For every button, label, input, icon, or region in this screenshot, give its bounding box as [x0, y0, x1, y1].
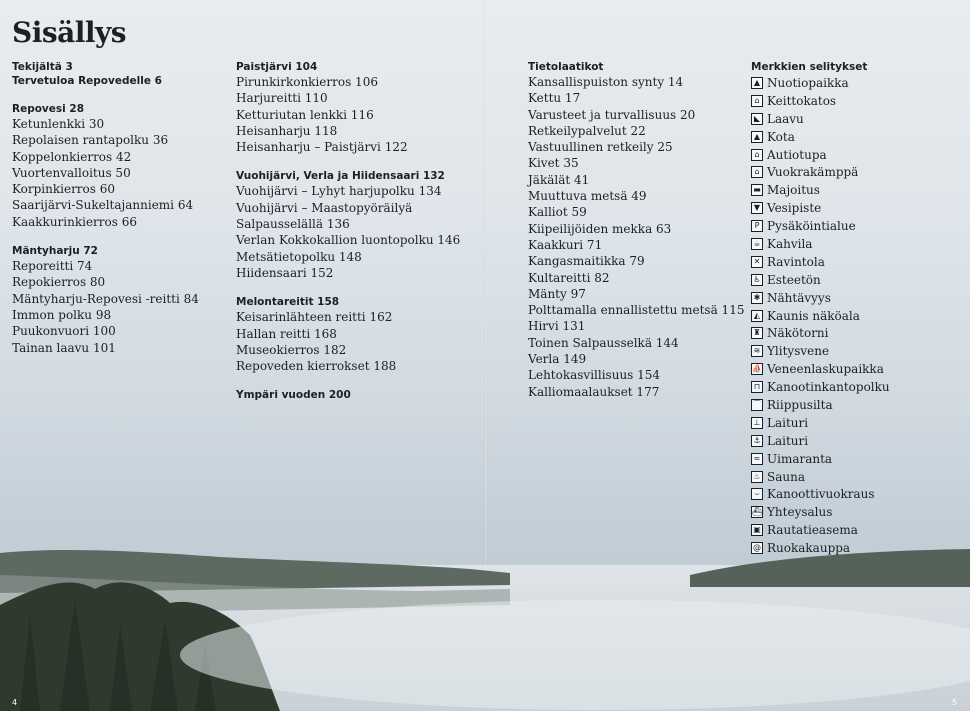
page-number-right: 5 [952, 698, 958, 707]
legend-label: Laavu [767, 111, 804, 126]
legend-item [751, 539, 890, 557]
toc-entry: Vuohijärvi – Lyhyt harjupolku 134 [236, 184, 442, 199]
toc-section-heading: Tervetuloa Repovedelle 6 [12, 75, 162, 87]
toc-entry: Heisanharju – Paistjärvi 122 [236, 140, 408, 155]
cooking-shelter-icon: ⌂ [751, 95, 763, 107]
legend-label: Ruokakauppa [767, 541, 851, 556]
toc-entry: Varusteet ja turvallisuus 20 [528, 107, 696, 122]
toc-entry: Mänty 97 [528, 286, 586, 301]
legend-item [751, 307, 890, 325]
legend-item [751, 432, 890, 450]
toc-entry: Repolaisen rantapolku 36 [12, 133, 169, 148]
legend-label: Rautatieasema [767, 523, 858, 538]
legend-item [751, 199, 890, 217]
legend-label: Nuotiopaikka [767, 75, 849, 90]
water-point-icon: ▼ [751, 202, 763, 214]
toc-section [236, 60, 460, 155]
page-number-left: 4 [12, 698, 18, 707]
viewpoint-icon: ◭ [751, 310, 763, 322]
toc-entry: Keisarinlähteen reitti 162 [236, 310, 393, 325]
legend-item [751, 503, 890, 521]
legend-item [751, 110, 890, 128]
legend-item [751, 396, 890, 414]
legend-label: Riippusilta [767, 397, 833, 412]
legend-label: Laituri [767, 415, 809, 430]
anchor-icon: ⚓ [751, 435, 763, 447]
toc-section-heading: Tietolaatikot [528, 61, 604, 73]
legend-label: Majoitus [767, 183, 820, 198]
open-hut-icon: ⌂ [751, 149, 763, 161]
toc-entry: Kultareitti 82 [528, 270, 610, 285]
legend-label: Keittokatos [767, 93, 837, 108]
legend-item [751, 342, 890, 360]
legend-label: Ylitysvene [767, 344, 830, 359]
toc-entry: Polttamalla ennallistettu metsä 115 [528, 303, 745, 318]
toc-entry: Ketturiutan lenkki 116 [236, 107, 374, 122]
toc-entry: Ketunlenkki 30 [12, 117, 105, 131]
toc-entry: Mäntyharju-Repovesi -reitti 84 [12, 291, 199, 306]
toc-entry: Salpausselällä 136 [236, 217, 350, 232]
toc-section-heading: Tekijältä 3 [12, 61, 73, 73]
legend-label: Pysäköintialue [767, 219, 856, 234]
sight-icon: ✱ [751, 292, 763, 304]
toc-entry: Hirvi 131 [528, 319, 586, 334]
legend-label: Vuokrakämppä [767, 165, 859, 180]
toc-section [236, 169, 460, 281]
legend-label: Laituri [767, 433, 809, 448]
pier-icon: ⊥ [751, 417, 763, 429]
toc-entry: Immon polku 98 [12, 307, 112, 322]
toc-entry: Vuortenvalloitus 50 [12, 165, 131, 180]
legend-item [751, 271, 890, 289]
toc-entry: Lehtokasvillisuus 154 [528, 368, 661, 383]
legend-item [751, 181, 890, 199]
legend-item [751, 163, 890, 181]
legend-label: Kahvila [767, 236, 813, 251]
parking-icon: P [751, 220, 763, 232]
legend-item [751, 92, 890, 110]
legend-label: Yhteysalus [767, 505, 833, 520]
toc-entry: Harjureitti 110 [236, 91, 328, 106]
toc-section [236, 388, 460, 402]
toc-entry: Verla 149 [528, 352, 587, 367]
legend-label: Sauna [767, 469, 805, 484]
legend-item [751, 146, 890, 164]
toc-entry: Hallan reitti 168 [236, 326, 337, 341]
restaurant-icon: ✕ [751, 256, 763, 268]
toc-column-3 [528, 60, 744, 414]
toc-entry: Kiipeilijöiden mekka 63 [528, 221, 672, 236]
toc-section [12, 244, 199, 356]
toc-section-heading: Paistjärvi 104 [236, 61, 318, 73]
train-station-icon: ▣ [751, 524, 763, 536]
legend-item [751, 235, 890, 253]
toc-entry: Jäkälät 41 [528, 172, 590, 187]
toc-section [528, 60, 744, 400]
toc-entry: Verlan Kokkokallion luontopolku 146 [236, 233, 461, 248]
legend-item [751, 414, 890, 432]
ferry-icon: ⛴ [751, 507, 763, 517]
toc-entry: Koppelonkierros 42 [12, 149, 132, 164]
legend-label: Kaunis näköala [767, 308, 860, 323]
toc-entry: Reporeitti 74 [12, 259, 93, 274]
canoe-portage-icon: ⊓ [751, 381, 763, 393]
legend-item [751, 253, 890, 271]
rental-hut-icon: ⌂ [751, 166, 763, 178]
toc-entry: Muuttuva metsä 49 [528, 189, 647, 204]
toc-entry: Kaakkuri 71 [528, 237, 603, 252]
lean-to-icon: ◣ [751, 113, 763, 125]
legend-label: Kanoottivuokraus [767, 487, 875, 502]
toc-entry: Retkeilypalvelut 22 [528, 123, 646, 138]
toc-column-1 [12, 60, 199, 370]
foggy-forest-landscape [0, 545, 970, 711]
legend-item [751, 485, 890, 503]
campfire-icon: ▲ [751, 77, 763, 89]
toc-entry: Metsätietopolku 148 [236, 249, 362, 264]
legend-label: Kota [767, 129, 795, 144]
toc-entry: Puukonvuori 100 [12, 324, 116, 339]
toc-section-heading: Repovesi 28 [12, 103, 85, 115]
toc-entry: Repokierros 80 [12, 275, 106, 290]
legend-item [751, 450, 890, 468]
legend-label: Esteetön [767, 272, 821, 287]
toc-entry: Kettu 17 [528, 91, 581, 106]
legend-label: Uimaranta [767, 451, 833, 466]
suspension-bridge-icon: ⌒ [753, 399, 761, 409]
sauna-icon: ♨ [751, 471, 763, 483]
legend-label: Vesipiste [767, 201, 822, 216]
legend [751, 60, 890, 557]
toc-entry: Kangasmaitikka 79 [528, 254, 645, 269]
legend-label: Veneenlaskupaikka [767, 362, 884, 377]
legend-item [751, 468, 890, 486]
toc-section [12, 60, 199, 74]
toc-entry: Korpinkierros 60 [12, 182, 116, 197]
accommodation-icon: ▬ [751, 184, 763, 196]
toc-entry: Kalliomaalaukset 177 [528, 384, 660, 399]
toc-entry: Saarijärvi-Sukeltajanniemi 64 [12, 198, 194, 213]
toc-section-heading: Mäntyharju 72 [12, 245, 98, 258]
legend-label: Autiotupa [767, 147, 827, 162]
toc-entry: Kaakkurinkierros 66 [12, 214, 137, 229]
legend-label: Näkötorni [767, 326, 829, 341]
toc-section [12, 74, 199, 88]
legend-label: Nähtävyys [767, 290, 831, 305]
toc-entry: Hiidensaari 152 [236, 265, 334, 280]
toc-entry: Pirunkirkonkierros 106 [236, 75, 378, 89]
legend-item [751, 217, 890, 235]
legend-item [751, 74, 890, 92]
toc-section-heading: Ympäri vuoden 200 [236, 389, 351, 402]
toc-entry: Vuohijärvi – Maastopyöräilyä [236, 200, 413, 215]
swimming-icon: ≈ [751, 453, 763, 465]
legend-item [751, 289, 890, 307]
legend-label: Kanootinkantopolku [767, 380, 890, 395]
boat-launch-icon: ⛵ [752, 364, 762, 374]
toc-entry: Museokierros 182 [236, 342, 347, 357]
canoe-rental-icon: ⌣ [751, 488, 763, 500]
toc-entry: Toinen Salpausselkä 144 [528, 335, 679, 350]
legend-item [751, 128, 890, 146]
toc-entry: Kalliot 59 [528, 205, 587, 220]
toc-section [236, 295, 460, 374]
legend-label: Ravintola [767, 254, 825, 269]
toc-entry: Kivet 35 [528, 156, 579, 171]
legend-item [751, 324, 890, 342]
toc-entry: Kansallispuiston synty 14 [528, 75, 684, 89]
legend-heading: Merkkien selitykset [751, 61, 868, 73]
toc-section [12, 102, 199, 230]
grocery-icon: @ [753, 543, 761, 553]
toc-column-2 [236, 60, 460, 416]
kota-icon: ▲ [751, 131, 763, 143]
toc-entry: Vastuullinen retkeily 25 [528, 140, 673, 155]
toc-entry: Tainan laavu 101 [12, 340, 116, 355]
legend-item [751, 360, 890, 378]
legend-item [751, 378, 890, 396]
toc-entry: Repoveden kierrokset 188 [236, 359, 397, 374]
page-title: Sisällys [12, 16, 127, 49]
legend-item [751, 521, 890, 539]
cafe-icon: ☕ [751, 238, 763, 250]
accessible-icon: ♿ [751, 274, 763, 286]
toc-section-heading: Vuohijärvi, Verla ja Hiidensaari 132 [236, 170, 445, 183]
toc-entry: Heisanharju 118 [236, 123, 338, 138]
crossing-icon: ≋ [751, 345, 763, 357]
toc-section-heading: Melontareitit 158 [236, 296, 340, 309]
lookout-tower-icon: ♜ [751, 327, 763, 339]
